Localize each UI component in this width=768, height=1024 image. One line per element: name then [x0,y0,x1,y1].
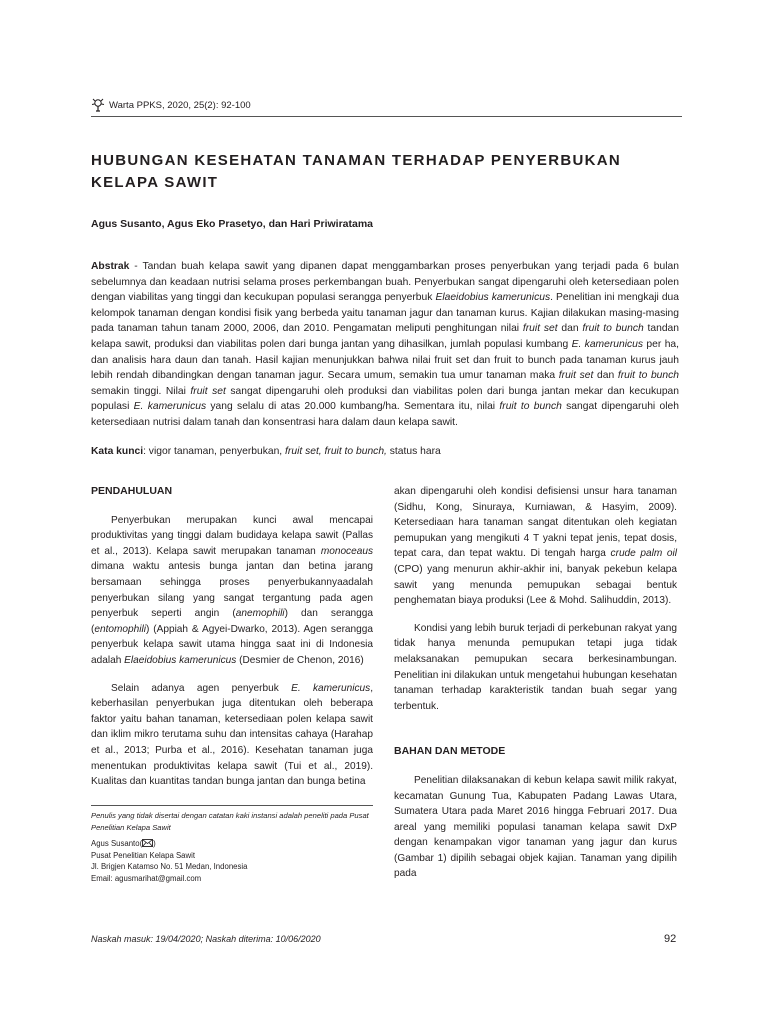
keywords-text: status hara [386,446,441,457]
paragraph-text: (Desmier de Chenon, 2016) [236,654,364,666]
paragraph-italic: crude palm oil [610,548,677,560]
section-heading-bahan-dan-metode: BAHAN DAN METODE [394,745,506,758]
contact-line: Jl. Brigjen Katamso No. 51 Medan, Indonesia [91,862,248,871]
palm-tree-icon [91,98,105,112]
paragraph: Penelitian dilaksanakan di kebun kelapa sawit milik rakyat, kecamatan Gunung Tua, Kabupaten Padang Lawas Utara, Sumatera Utara pada Maret 2016 hingga Februari 2017. Dua areal yang memiliki populasi tanaman kelapa sawit DxP dengan kenampakan vigor tanaman yang jagur dan kurus (Gambar 1) dipilih sebagai objek kajian. Tanaman yang dipilih pada [394,774,677,880]
abstract-text: semakin tinggi. Nilai [91,385,191,397]
paragraph-text: , keberhasilan penyerbukan juga ditentukan oleh beberapa faktor yaitu bahan tanaman, ketersediaan polen kelapa sawit dan iklim mikro terutama suhu dan intensitas cahaya (Harahap et al., 2013; Purba et al., 2016). Kesehatan tanaman juga menentukan produktivitas kelapa sawit (Tui et al., 2019). Kualitas dan kuantitas tandan bunga jantan dan bunga betina [91,682,374,788]
abstract-italic: fruit set [190,385,226,397]
envelope-icon [142,839,153,847]
contact-name-line: Agus Susanto( ) [91,839,156,848]
correspondence-block [91,838,373,884]
paragraph-italic: E. kamerunicus [291,682,371,694]
paragraph-italic: entomophili [94,623,146,635]
section-heading-pendahuluan: PENDAHULUAN [91,485,173,497]
paragraph-text: (CPO) yang menurun akhir-akhir ini, banyak pekebun kelapa sawit yang menunda pemupukan sebagai bentuk penghematan biaya produksi (Lee & Mohd. Salihuddin, 2013). [394,563,677,607]
paragraph [91,513,373,669]
paragraph-text: akan dipengaruhi oleh kondisi defisiensi unsur hara tanaman (Sidhu, Kong, Sinuraya, Kurniawan, & Hasyim, 2009). Ketersediaan hara tanaman sangat ditentukan oleh kegiatan pemupukan yang mengikuti 4 T yakni tepat jenis, tepat dosis, tepat cara, dan tepat waktu. Di tengah harga [394,486,677,560]
abstract-italic: fruit to bunch [499,401,562,413]
paragraph [91,681,373,790]
contact-name: Agus Susanto [91,839,140,848]
right-column [394,484,677,882]
abstract-text: tandan kelapa sawit, produksi dan viabilitas polen dari bunga jantan yang dihasilkan, jumlah populasi kumbang [91,323,680,350]
abstract-italic: E. kamerunicus [133,401,207,413]
page-number: 92 [664,933,677,945]
abstract [91,259,679,431]
paragraph: Kondisi yang lebih buruk terjadi di perkebunan rakyat yang tidak hanya menunda pemupukan tetapi juga tidak melaksanakan pemupukan secara berkesinambungan. Penelitian ini dilakukan untuk mengetahui hubungan kesehatan tanaman terhadap karakteristik tandan buah segar yang terbentuk. [394,622,677,712]
keywords [91,444,679,460]
journal-header [91,98,682,117]
footnote: Penulis yang tidak disertai dengan catatan kaki instansi adalah peneliti pada Pusat Penelitian Kelapa Sawit [91,811,369,832]
abstract-text: - Tandan buah kelapa sawit yang dipanen dapat menggambarkan proses penyerbukan yang terjadi pada 6 bulan sebelumnya dan keadaan nutrisi selama proses perkembangan buah. Penyerbukan sangat dipengaruhi oleh ketersediaan polen dengan viabilitas yang tinggi dan kecukupan populasi serangga penyerbuk [91,261,679,304]
paragraph-text: Selain adanya agen penyerbuk [111,682,292,694]
submission-dates: Naskah masuk: 19/04/2020; Naskah diterima: 10/06/2020 [91,934,321,944]
abstract-italic: E. kamerunicus [571,338,644,350]
paragraph-text: ) (Appiah & Agyei-Dwarko, 2013). Agen serangga penyerbuk kelapa sawit utama hingga saat ini di Indonesia adalah [91,623,373,666]
contact-line: Pusat Penelitian Kelapa Sawit [91,850,196,860]
paragraph-text: Penyerbukan merupakan kunci awal mencapai produktivitas yang tinggi dalam budidaya kelapa sawit (Pallas et al., 2013). Kelapa sawit merupakan tanaman [91,514,373,557]
journal-reference: Warta PPKS, 2020, 25(2): 92-100 [109,100,251,111]
keywords-label: Kata kunci [91,446,144,457]
abstract-text: sangat dipengaruhi oleh produksi dan viabilitas polen dari bunga jantan mekar dan kecukupan populasi [91,385,679,413]
paragraph-text: ) dan serangga ( [91,608,374,635]
abstract-italic: fruit set [558,370,594,382]
paragraph-text: dimana waktu antesis bunga jantan dan betina jarang bersamaan sehingga proses penyerbukannyaadalah penyerbukan silang yang sangat tergantung pada agen penyerbuk seperti angin ( [91,561,373,620]
paragraph [394,484,677,609]
abstract-text: . Penelitian ini mengkaji dua kelompok tanaman dengan kondisi fisik yang berbeda yaitu tanaman jagur dan tanaman kurus. Kajian dilakukan masing-masing pada tanaman tahun tanam 2000, 2006, dan 2010. Pengamatan meliputi penghitungan nilai [91,292,680,335]
abstract-text: dan [557,323,583,335]
left-column [91,484,373,790]
footnote-divider [91,805,373,806]
author-list: Agus Susanto, Agus Eko Prasetyo, dan Hari Priwiratama [91,218,374,230]
article-title: HUBUNGAN KESEHATAN TANAMAN TERHADAP PENYERBUKAN KELAPA SAWIT [91,152,621,191]
keywords-italic: fruit set, fruit to bunch, [285,446,387,457]
contact-email: Email: agusmarihat@gmail.com [91,873,202,883]
keywords-text: : vigor tanaman, penyerbukan, [143,446,286,457]
paragraph-italic: anemophili [235,608,285,620]
abstract-text: sangat dipengaruhi oleh ketersediaan nutrisi dalam tanah dan konsentrasi hara dalam daun kelapa sawit. [91,401,679,428]
abstract-italic: fruit to bunch [582,323,644,335]
abstract-text: per ha, dan analisis hara daun dan tanah. Hasil kajian menunjukkan bahwa nilai fruit set dan fruit to bunch pada tanaman kurus jauh lebih rendah dibandingkan dengan tanaman jagur. Secara umum, semakin tua umur tanaman maka [91,338,680,382]
abstract-italic: fruit set [522,323,558,335]
paragraph-italic: monoceaus [320,545,373,557]
abstract-text: yang selalu di atas 20.000 kumbang/ha. Sementara itu, nilai [206,401,500,413]
abstract-text: dan [593,370,618,382]
abstract-label: Abstrak [91,261,130,272]
abstract-italic: Elaeidobius kamerunicus [435,292,551,304]
paragraph-italic: Elaeidobius kamerunicus [124,654,237,666]
abstract-italic: fruit to bunch [617,370,680,382]
